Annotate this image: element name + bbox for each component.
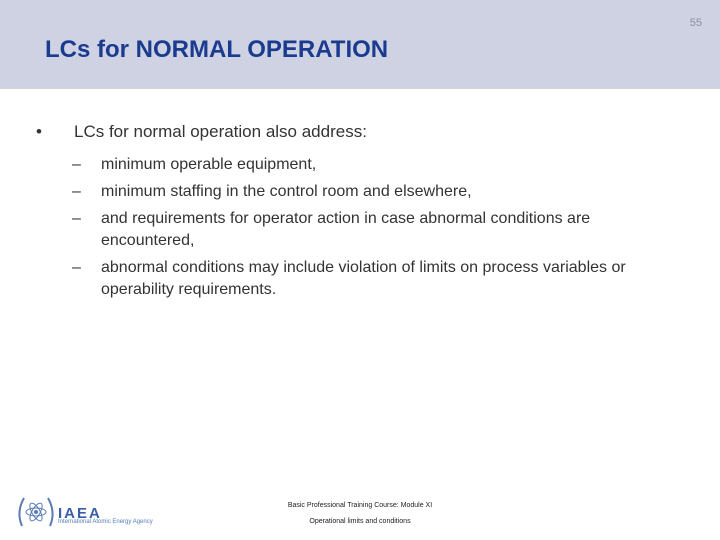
slide-title: LCs for NORMAL OPERATION <box>45 36 389 63</box>
sub-item-text: and requirements for operator action in case abnormal conditions are encountered, <box>101 210 591 249</box>
dash-marker: – <box>72 210 81 227</box>
bullet-text: LCs for normal operation also address: <box>74 122 367 141</box>
iaea-emblem-icon <box>16 494 56 530</box>
page-number: 55 <box>689 17 702 29</box>
footer-course: Basic Professional Training Course: Module XI <box>287 502 433 509</box>
sub-item-text: minimum staffing in the control room and elsewhere, <box>101 183 472 200</box>
footer-topic: Operational limits and conditions <box>309 518 411 525</box>
logo-subtitle: International Atomic Energy Agency <box>58 519 153 525</box>
sub-item-text: minimum operable equipment, <box>101 156 317 173</box>
dash-marker: – <box>72 259 81 276</box>
logo-text: IAEA <box>58 505 102 522</box>
sub-item-text: abnormal conditions may include violation of limits on process variables or operability requirements. <box>101 259 626 298</box>
dash-marker: – <box>72 183 81 200</box>
header-band <box>0 0 720 89</box>
dash-marker: – <box>72 156 81 173</box>
bullet-marker: • <box>36 122 42 141</box>
